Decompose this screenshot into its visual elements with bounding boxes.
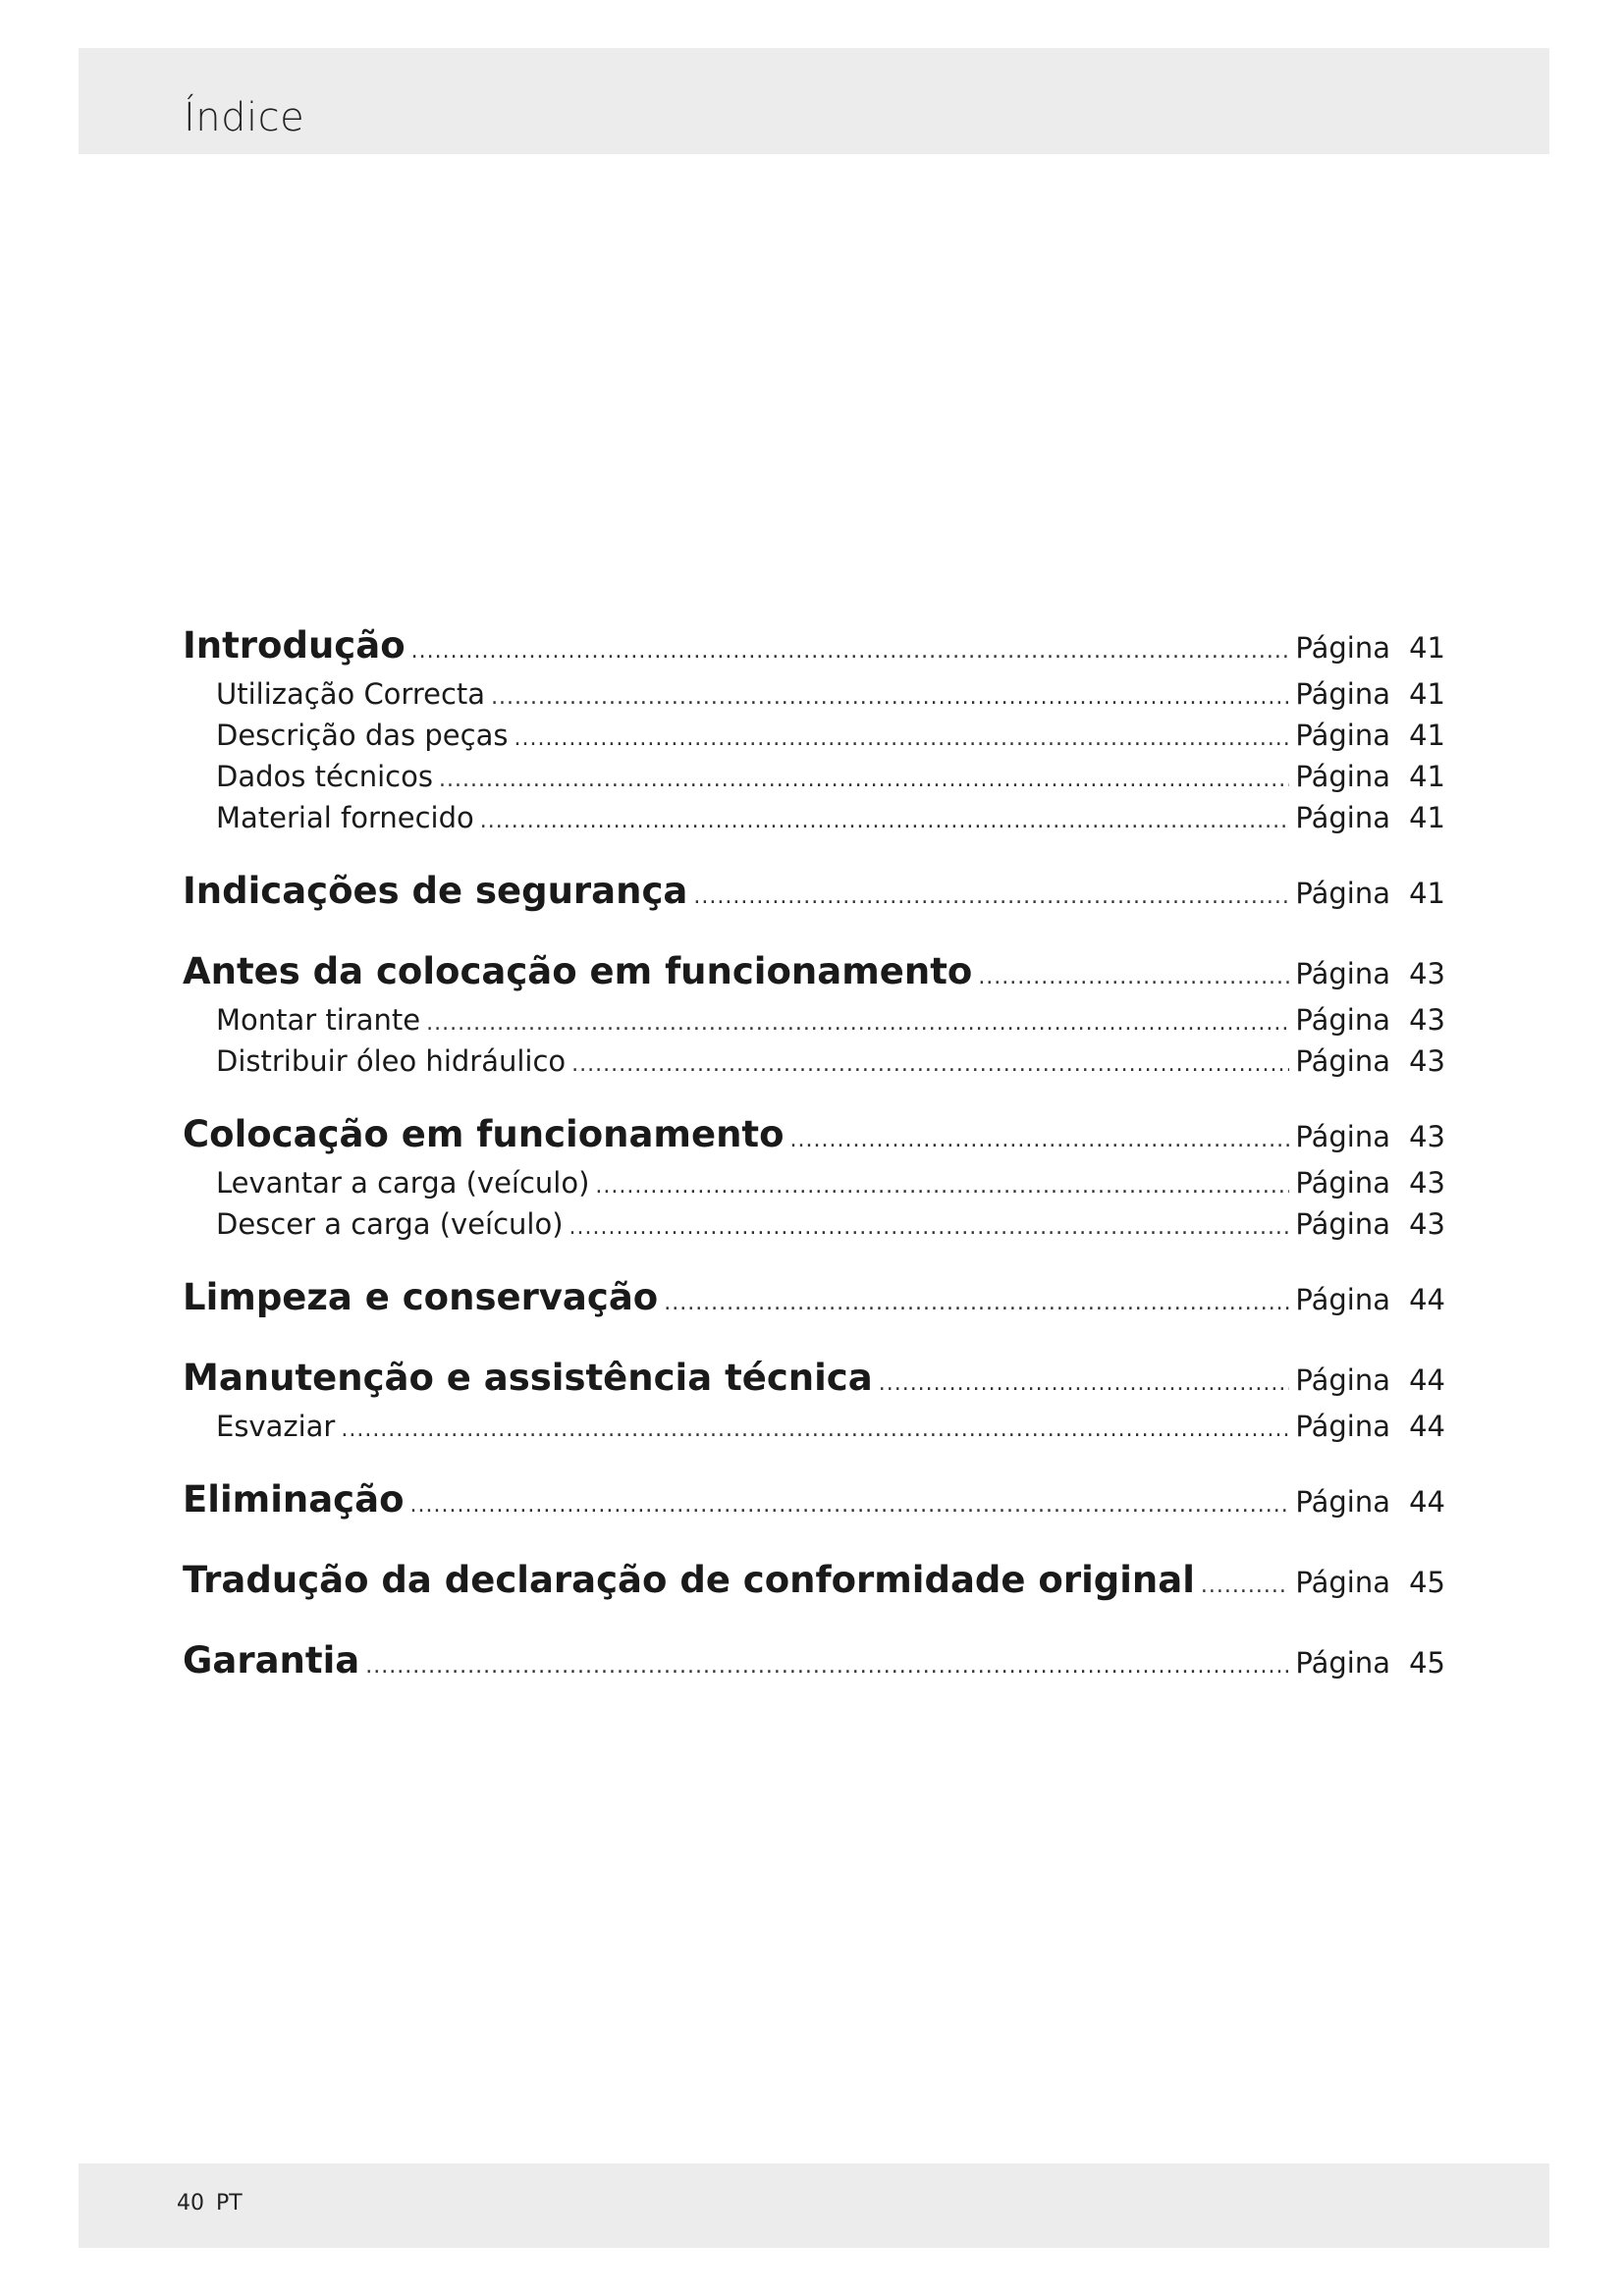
toc-page-word: Página (1295, 1283, 1390, 1316)
toc-page-ref (1295, 715, 1445, 756)
toc-entry-label: Manutenção e assistência técnica (183, 1357, 873, 1399)
toc-entry-label: Antes da colocação em funcionamento (183, 950, 973, 992)
toc-entry-label: Descer a carga (veículo) (216, 1207, 564, 1241)
toc-page-ref (1295, 1353, 1445, 1408)
toc-entry-label: Garantia (183, 1639, 360, 1682)
toc-subsection-entry[interactable] (183, 715, 1445, 756)
toc-dot-leader (341, 1410, 1289, 1451)
toc-section-entry[interactable] (183, 1633, 1445, 1688)
toc-page-ref (1295, 1203, 1445, 1245)
toc-page-number: 44 (1409, 1363, 1445, 1397)
toc-section-entry[interactable] (183, 864, 1445, 919)
toc-dot-leader (480, 801, 1290, 842)
toc-page-ref (1295, 999, 1445, 1041)
toc-page-ref (1295, 1635, 1445, 1690)
page-title: Índice (184, 95, 305, 140)
toc-page-number: 41 (1409, 801, 1445, 834)
toc-dot-leader (1201, 1559, 1290, 1614)
toc-page-number: 44 (1409, 1283, 1445, 1316)
toc-page-ref (1295, 1162, 1445, 1203)
toc-page-word: Página (1295, 877, 1390, 910)
toc-dot-leader (879, 1357, 1290, 1412)
toc-entry-label: Material fornecido (216, 801, 474, 834)
page-number: 40 (177, 2191, 204, 2216)
toc-dot-leader (411, 624, 1290, 679)
toc-dot-leader (439, 760, 1289, 801)
toc-page-word: Página (1295, 1410, 1390, 1443)
toc-page-number: 45 (1409, 1566, 1445, 1599)
toc-subsection-entry[interactable] (183, 999, 1445, 1041)
language-code: PT (216, 2191, 243, 2216)
toc-page-number: 41 (1409, 631, 1445, 665)
toc-page-number: 43 (1409, 957, 1445, 990)
toc-page-ref (1295, 1109, 1445, 1164)
toc-page-number: 44 (1409, 1485, 1445, 1519)
toc-page-number: 43 (1409, 1003, 1445, 1037)
toc-dot-leader (491, 677, 1289, 719)
toc-section-entry[interactable] (183, 1270, 1445, 1325)
toc-subsection-entry[interactable] (183, 1203, 1445, 1245)
toc-page-word: Página (1295, 957, 1390, 990)
toc-page-number: 41 (1409, 677, 1445, 711)
toc-dot-leader (664, 1276, 1289, 1331)
toc-page-word: Página (1295, 677, 1390, 711)
toc-subsection-entry[interactable] (183, 797, 1445, 838)
toc-page-ref (1295, 1041, 1445, 1082)
toc-page-word: Página (1295, 631, 1390, 665)
toc-page-number: 43 (1409, 1120, 1445, 1153)
toc-entry-label: Tradução da declaração de conformidade original (183, 1559, 1195, 1601)
footer-band (79, 2163, 1549, 2248)
toc-subsection-entry[interactable] (183, 756, 1445, 797)
toc-page-word: Página (1295, 1363, 1390, 1397)
toc-entry-label: Limpeza e conservação (183, 1276, 659, 1318)
toc-page-number: 43 (1409, 1207, 1445, 1241)
toc-page-word: Página (1295, 1166, 1390, 1200)
toc-subsection-entry[interactable] (183, 1406, 1445, 1447)
toc-page-word: Página (1295, 1120, 1390, 1153)
toc-dot-leader (410, 1478, 1290, 1533)
toc-page-word: Página (1295, 1485, 1390, 1519)
toc-page-word: Página (1295, 1566, 1390, 1599)
toc-section-entry[interactable] (183, 618, 1445, 673)
toc-entry-label: Descrição das peças (216, 719, 509, 752)
toc-dot-leader (693, 870, 1289, 925)
table-of-contents (183, 618, 1445, 1688)
toc-page-number: 44 (1409, 1410, 1445, 1443)
toc-dot-leader (569, 1207, 1290, 1249)
toc-page-word: Página (1295, 719, 1390, 752)
toc-page-word: Página (1295, 1003, 1390, 1037)
toc-page-ref (1295, 946, 1445, 1001)
toc-page-word: Página (1295, 1044, 1390, 1078)
toc-page-ref (1295, 797, 1445, 838)
toc-section-entry[interactable] (183, 1351, 1445, 1406)
toc-entry-label: Distribuir óleo hidráulico (216, 1044, 567, 1078)
toc-subsection-entry[interactable] (183, 673, 1445, 715)
toc-entry-label: Eliminação (183, 1478, 405, 1521)
toc-dot-leader (790, 1113, 1290, 1168)
toc-page-ref (1295, 673, 1445, 715)
toc-page-number: 43 (1409, 1166, 1445, 1200)
toc-subsection-entry[interactable] (183, 1041, 1445, 1082)
toc-entry-label: Utilização Correcta (216, 677, 486, 711)
toc-page-number: 43 (1409, 1044, 1445, 1078)
toc-page-ref (1295, 1555, 1445, 1610)
toc-section-entry[interactable] (183, 1472, 1445, 1527)
toc-entry-label: Colocação em funcionamento (183, 1113, 785, 1155)
toc-page-ref (1295, 620, 1445, 675)
toc-section-entry[interactable] (183, 944, 1445, 999)
toc-page-ref (1295, 1474, 1445, 1529)
toc-entry-label: Indicações de segurança (183, 870, 688, 912)
toc-entry-label: Levantar a carga (veículo) (216, 1166, 590, 1200)
toc-dot-leader (571, 1044, 1289, 1086)
toc-page-word: Página (1295, 760, 1390, 793)
toc-page-number: 41 (1409, 719, 1445, 752)
toc-dot-leader (365, 1639, 1289, 1694)
toc-dot-leader (514, 719, 1289, 760)
toc-page-word: Página (1295, 1646, 1390, 1680)
toc-entry-label: Dados técnicos (216, 760, 433, 793)
toc-section-entry[interactable] (183, 1107, 1445, 1162)
toc-page-ref (1295, 1272, 1445, 1327)
toc-entry-label: Montar tirante (216, 1003, 421, 1037)
toc-dot-leader (595, 1166, 1289, 1207)
toc-subsection-entry[interactable] (183, 1162, 1445, 1203)
toc-page-number: 41 (1409, 877, 1445, 910)
toc-page-number: 41 (1409, 760, 1445, 793)
toc-dot-leader (426, 1003, 1289, 1044)
toc-entry-label: Esvaziar (216, 1410, 336, 1443)
toc-page-word: Página (1295, 801, 1390, 834)
toc-entry-label: Introdução (183, 624, 406, 667)
toc-page-ref (1295, 866, 1445, 921)
toc-page-word: Página (1295, 1207, 1390, 1241)
header-band (79, 48, 1549, 154)
toc-page-ref (1295, 1406, 1445, 1447)
toc-page-ref (1295, 756, 1445, 797)
toc-section-entry[interactable] (183, 1553, 1445, 1608)
toc-dot-leader (978, 950, 1289, 1005)
toc-page-number: 45 (1409, 1646, 1445, 1680)
